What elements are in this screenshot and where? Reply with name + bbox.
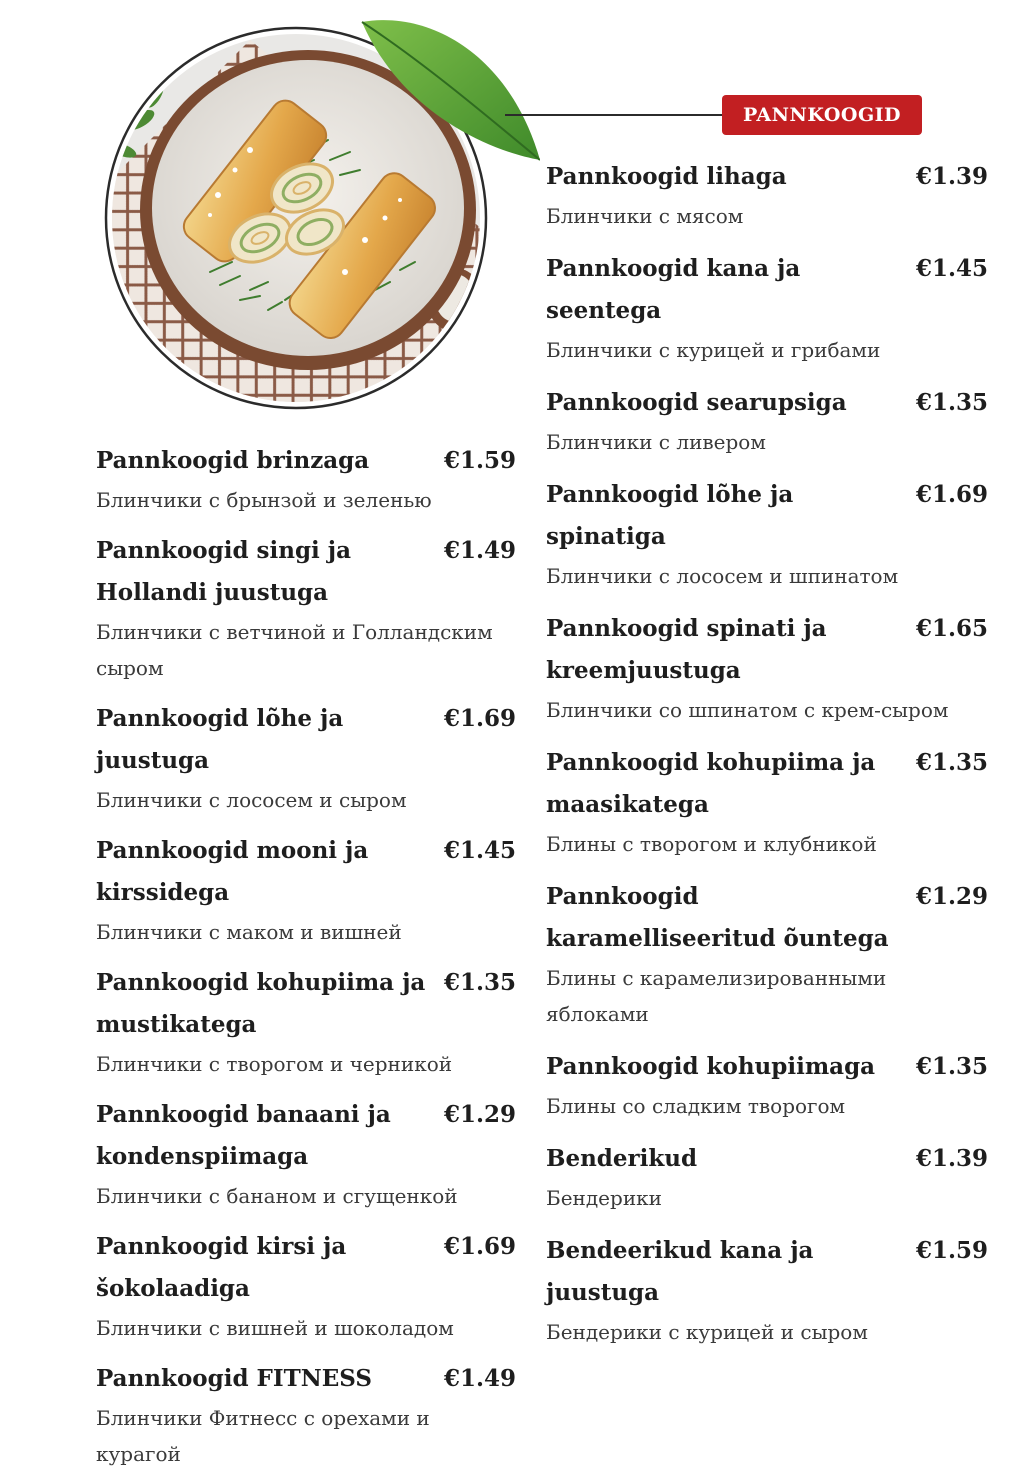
menu-item-description: Блинчики с творогом и черникой	[96, 1052, 453, 1076]
menu-item-price: €1.49	[443, 1365, 516, 1392]
menu-item-description: Блинчики с вишней и шоколадом	[96, 1316, 454, 1340]
menu-item-price: €1.39	[915, 163, 988, 190]
menu-item-description: Блинчики с курицей и грибами	[546, 338, 881, 362]
menu-item	[96, 1226, 516, 1346]
menu-item-description: Блины с карамелизированными яблоками	[546, 966, 887, 1026]
menu-item-name: Pannkoogid lihaga	[546, 163, 787, 190]
menu-item-name: Pannkoogid mooni ja kirssidega	[96, 837, 369, 906]
menu-item	[546, 474, 988, 594]
menu-item-price: €1.69	[443, 705, 516, 732]
menu-item-description: Блинчики с мясом	[546, 204, 744, 228]
category-badge: PANNKOOGID	[722, 95, 922, 135]
menu-item-description: Блинчики с лососем и шпинатом	[546, 564, 899, 588]
menu-item-name: Pannkoogid banaani ja kondenspiimaga	[96, 1101, 391, 1170]
menu-item	[546, 382, 988, 460]
menu-item-name: Pannkoogid kirsi ja šokolaadiga	[96, 1233, 347, 1302]
pancake-plate-photo	[100, 0, 540, 420]
menu-item-price: €1.35	[915, 389, 988, 416]
menu-item-price: €1.49	[443, 537, 516, 564]
menu-item-description: Блины со сладким творогом	[546, 1094, 846, 1118]
menu-item-price: €1.69	[443, 1233, 516, 1260]
menu-item-name: Pannkoogid FITNESS	[96, 1365, 373, 1392]
menu-item	[96, 1358, 516, 1472]
menu-item-name: Pannkoogid singi ja Hollandi juustuga	[96, 537, 352, 606]
menu-item-price: €1.39	[915, 1145, 988, 1172]
menu-item-price: €1.35	[915, 749, 988, 776]
menu-item-name: Pannkoogid lõhe ja juustuga	[96, 705, 344, 774]
menu-column-left	[96, 440, 516, 1484]
menu-item-description: Блинчики Фитнесс с орехами и курагой	[96, 1406, 430, 1466]
menu-item-description: Блинчики с брынзой и зеленью	[96, 488, 432, 512]
menu-column-right	[546, 156, 988, 1364]
menu-item	[546, 1138, 988, 1216]
menu-item	[546, 1230, 988, 1350]
menu-item	[96, 440, 516, 518]
menu-item-description: Бендерики с курицей и сыром	[546, 1320, 868, 1344]
menu-item	[96, 530, 516, 686]
menu-item-description: Блинчики с ветчиной и Голландским сыром	[96, 620, 493, 680]
menu-item-description: Блины с творогом и клубникой	[546, 832, 877, 856]
menu-item	[96, 830, 516, 950]
menu-item	[96, 1094, 516, 1214]
menu-item-name: Pannkoogid brinzaga	[96, 447, 370, 474]
menu-item-name: Pannkoogid kohupiima ja mustikatega	[96, 969, 426, 1038]
menu-item	[546, 742, 988, 862]
menu-item-name: Pannkoogid kohupiima ja maasikatega	[546, 749, 876, 818]
menu-item-name: Bendeerikud kana ja juustuga	[546, 1237, 814, 1306]
menu-item-name: Pannkoogid spinati ja kreemjuustuga	[546, 615, 827, 684]
menu-item-name: Pannkoogid kana ja seentega	[546, 255, 801, 324]
menu-item-description: Бендерики	[546, 1186, 662, 1210]
menu-item	[546, 608, 988, 728]
menu-item-description: Блинчики с маком и вишней	[96, 920, 402, 944]
menu-item-name: Pannkoogid karamelliseeritud õuntega	[546, 883, 889, 952]
menu-item-price: €1.45	[915, 255, 988, 282]
menu-item-description: Блинчики с ливером	[546, 430, 766, 454]
menu-item-price: €1.69	[915, 481, 988, 508]
menu-item	[96, 962, 516, 1082]
menu-item	[546, 248, 988, 368]
menu-item	[546, 1046, 988, 1124]
menu-item-price: €1.29	[443, 1101, 516, 1128]
menu-item-price: €1.65	[915, 615, 988, 642]
menu-item	[96, 698, 516, 818]
menu-item-name: Pannkoogid lõhe ja spinatiga	[546, 481, 794, 550]
menu-item	[546, 876, 988, 1032]
menu-item-description: Блинчики со шпинатом с крем-сыром	[546, 698, 949, 722]
menu-item-price: €1.59	[443, 447, 516, 474]
header-divider-line	[505, 114, 725, 116]
menu-item-price: €1.45	[443, 837, 516, 864]
menu-item-price: €1.35	[915, 1053, 988, 1080]
menu-item-description: Блинчики с лососем и сыром	[96, 788, 407, 812]
menu-item-price: €1.59	[915, 1237, 988, 1264]
menu-item-description: Блинчики с бананом и сгущенкой	[96, 1184, 458, 1208]
menu-item-price: €1.35	[443, 969, 516, 996]
menu-item	[546, 156, 988, 234]
menu-item-price: €1.29	[915, 883, 988, 910]
menu-item-name: Pannkoogid kohupiimaga	[546, 1053, 876, 1080]
menu-item-name: Pannkoogid searupsiga	[546, 389, 847, 416]
menu-item-name: Benderikud	[546, 1145, 698, 1172]
